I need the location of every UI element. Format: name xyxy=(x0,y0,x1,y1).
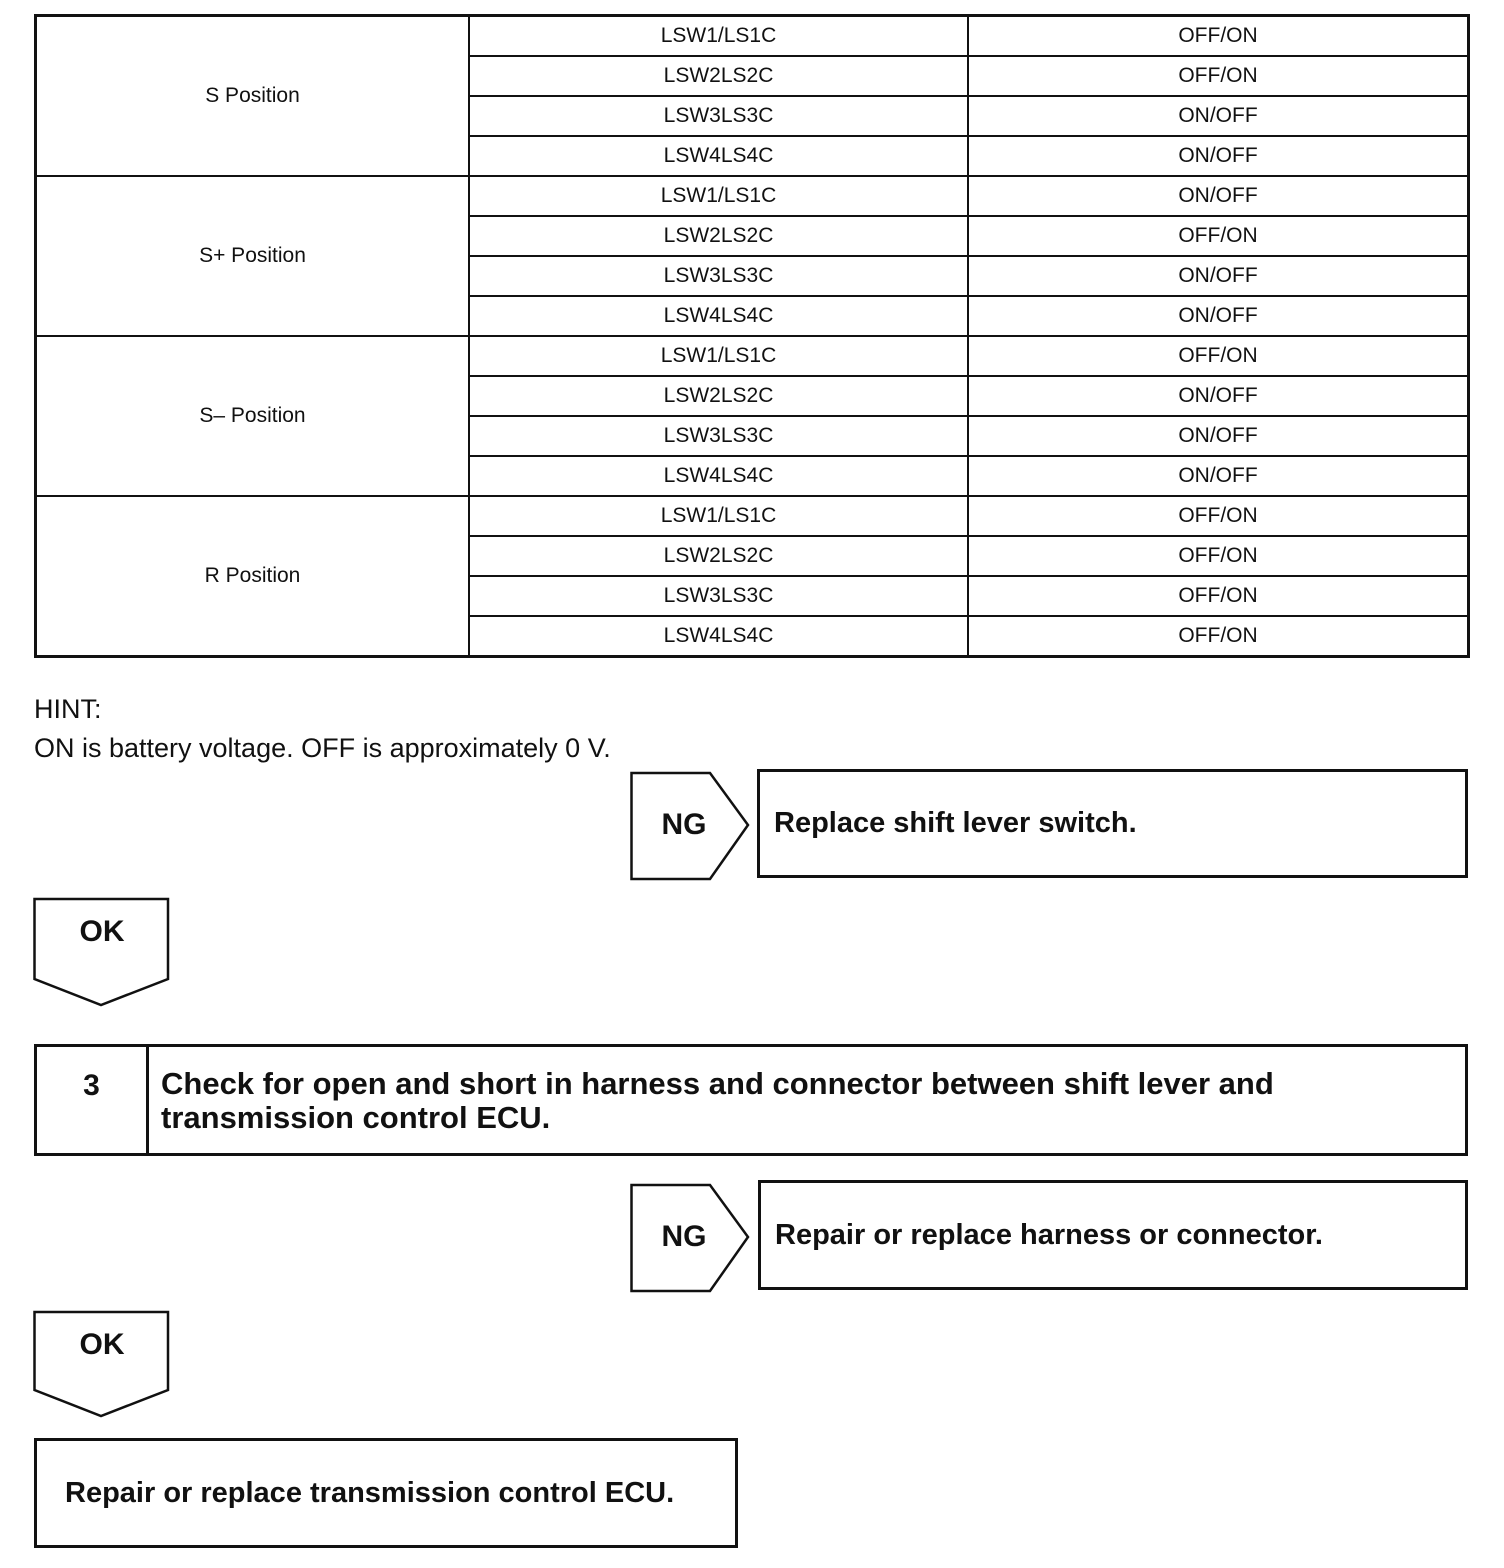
ng-result-repair-harness xyxy=(758,1180,1468,1290)
terminal-cell: LSW3LS3C xyxy=(469,256,968,296)
ok-arrow-1 xyxy=(33,897,171,1009)
condition-cell: ON/OFF xyxy=(968,376,1469,416)
ng-result-replace-switch xyxy=(757,769,1468,878)
hint-text: ON is battery voltage. OFF is approximately 0 V. xyxy=(34,733,611,763)
switch-check-table xyxy=(34,14,1470,658)
ok-arrow-shape xyxy=(33,897,171,1009)
condition-cell: ON/OFF xyxy=(968,136,1469,176)
step-title-line-1: Check for open and short in harness and connector between shift lever and xyxy=(161,1066,1274,1101)
terminal-cell: LSW4LS4C xyxy=(469,456,968,496)
ok-label-2: OK xyxy=(79,1328,125,1361)
table-row xyxy=(36,496,1469,536)
terminal-cell: LSW2LS2C xyxy=(469,376,968,416)
condition-cell: OFF/ON xyxy=(968,616,1469,657)
ng-label-1: NG xyxy=(661,808,707,841)
switch-check-table-body xyxy=(36,16,1469,657)
condition-cell: ON/OFF xyxy=(968,296,1469,336)
terminal-cell: LSW2LS2C xyxy=(469,216,968,256)
condition-cell: OFF/ON xyxy=(968,56,1469,96)
ok-label-1: OK xyxy=(79,915,125,948)
condition-cell: ON/OFF xyxy=(968,96,1469,136)
step-3-box xyxy=(34,1044,1468,1156)
position-cell: S Position xyxy=(36,16,470,177)
table-row xyxy=(36,16,1469,57)
terminal-cell: LSW3LS3C xyxy=(469,576,968,616)
condition-cell: OFF/ON xyxy=(968,576,1469,616)
position-cell: S+ Position xyxy=(36,176,470,336)
step-number: 3 xyxy=(37,1047,149,1153)
terminal-cell: LSW2LS2C xyxy=(469,56,968,96)
condition-cell: OFF/ON xyxy=(968,16,1469,57)
terminal-cell: LSW1/LS1C xyxy=(469,336,968,376)
table-row xyxy=(36,176,1469,216)
terminal-cell: LSW4LS4C xyxy=(469,616,968,657)
ng-result-text-1: Replace shift lever switch. xyxy=(774,807,1137,839)
final-action-box xyxy=(34,1438,738,1548)
terminal-cell: LSW2LS2C xyxy=(469,536,968,576)
step-title-line-2: transmission control ECU. xyxy=(161,1100,551,1135)
ng-result-text-2: Repair or replace harness or connector. xyxy=(775,1218,1323,1251)
condition-cell: OFF/ON xyxy=(968,336,1469,376)
condition-cell: OFF/ON xyxy=(968,536,1469,576)
ng-arrow-1 xyxy=(630,769,752,881)
ok-arrow-2 xyxy=(33,1310,171,1422)
ng-arrow-2 xyxy=(630,1181,752,1293)
position-cell: R Position xyxy=(36,496,470,657)
position-cell: S– Position xyxy=(36,336,470,496)
condition-cell: ON/OFF xyxy=(968,176,1469,216)
terminal-cell: LSW4LS4C xyxy=(469,136,968,176)
condition-cell: ON/OFF xyxy=(968,256,1469,296)
terminal-cell: LSW1/LS1C xyxy=(469,496,968,536)
condition-cell: ON/OFF xyxy=(968,456,1469,496)
table-row xyxy=(36,336,1469,376)
condition-cell: OFF/ON xyxy=(968,216,1469,256)
terminal-cell: LSW4LS4C xyxy=(469,296,968,336)
ng-label-2: NG xyxy=(661,1220,707,1253)
terminal-cell: LSW1/LS1C xyxy=(469,16,968,57)
terminal-cell: LSW1/LS1C xyxy=(469,176,968,216)
terminal-cell: LSW3LS3C xyxy=(469,416,968,456)
ok-arrow-shape xyxy=(33,1310,171,1422)
condition-cell: OFF/ON xyxy=(968,496,1469,536)
final-action-text: Repair or replace transmission control ECU. xyxy=(65,1476,675,1509)
condition-cell: ON/OFF xyxy=(968,416,1469,456)
terminal-cell: LSW3LS3C xyxy=(469,96,968,136)
hint-title: HINT: xyxy=(34,694,102,724)
step-title xyxy=(149,1047,1465,1153)
